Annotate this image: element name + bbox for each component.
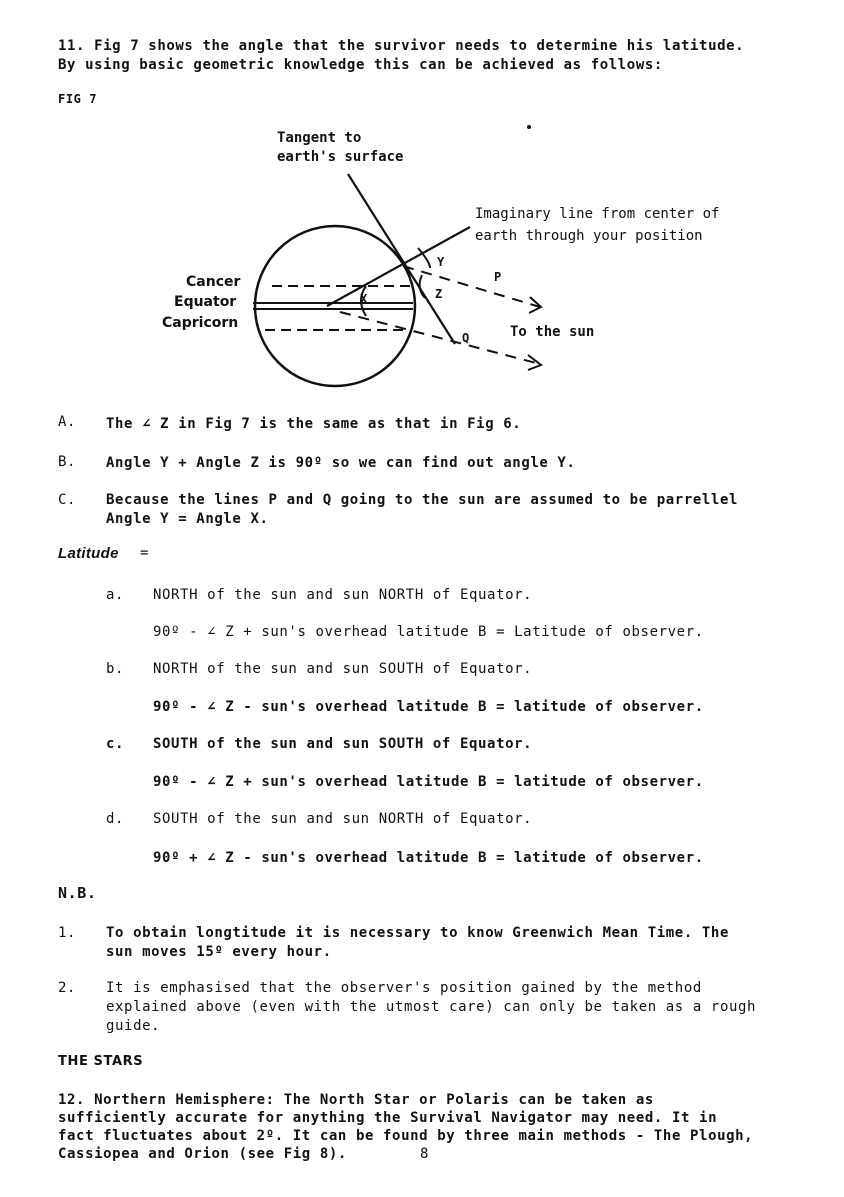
cancer-label: Cancer: [186, 274, 241, 290]
para-12-line-3: fact fluctuates about 2º. It can be found by three main methods - The Plough,: [58, 1128, 754, 1144]
note-2-line-3: guide.: [106, 1018, 161, 1034]
note-2-line-1: It is emphasised that the observer's position gained by the method: [106, 980, 702, 996]
fig-7-diagram: [0, 0, 844, 420]
case-a-formula: 90º - ∠ Z + sun's overhead latitude B = Latitude of observer.: [153, 624, 704, 640]
case-b-condition: NORTH of the sun and sun SOUTH of Equator.: [153, 661, 533, 677]
case-b-formula: 90º - ∠ Z - sun's overhead latitude B = latitude of observer.: [153, 699, 704, 715]
tangent-label-1: Tangent to: [277, 130, 362, 146]
case-d-condition: SOUTH of the sun and sun NORTH of Equator.: [153, 811, 533, 827]
capricorn-label: Capricorn: [162, 315, 239, 331]
step-b-text: Angle Y + Angle Z is 90º so we can find out angle Y.: [106, 455, 576, 471]
step-a-letter: A.: [58, 414, 77, 430]
angle-z-label: Z: [435, 287, 443, 301]
para-11-line-2: By using basic geometric knowledge this can be achieved as follows:: [58, 57, 663, 73]
case-c-condition: SOUTH of the sun and sun SOUTH of Equator.: [153, 736, 533, 752]
angle-x-label: X: [360, 292, 368, 306]
case-a-letter: a.: [106, 587, 125, 603]
para-12-line-1: 12. Northern Hemisphere: The North Star or Polaris can be taken as: [58, 1092, 654, 1108]
stars-heading: THE STARS: [58, 1054, 144, 1069]
step-c-letter: C.: [58, 492, 77, 508]
sun-ray-p: [403, 266, 540, 307]
note-1-line-1: To obtain longtitude it is necessary to know Greenwich Mean Time. The: [106, 925, 729, 941]
ray-p-label: P: [494, 270, 502, 284]
angle-y-label: Y: [437, 255, 445, 269]
tangent-label-2: earth's surface: [277, 149, 404, 165]
latitude-heading: Latitude: [58, 545, 119, 562]
case-c-formula: 90º - ∠ Z + sun's overhead latitude B = latitude of observer.: [153, 774, 704, 790]
ray-q-label: Q: [462, 331, 470, 345]
speck-mark: [527, 125, 531, 129]
step-b-letter: B.: [58, 454, 77, 470]
case-a-condition: NORTH of the sun and sun NORTH of Equator.: [153, 587, 533, 603]
imaginary-label-2: earth through your position: [475, 228, 703, 244]
latitude-equals: =: [140, 545, 150, 561]
step-c-text: Because the lines P and Q going to the sun are assumed to be parrellel: [106, 492, 739, 508]
para-12-line-2: sufficiently accurate for anything the Survival Navigator may need. It in: [58, 1110, 718, 1126]
imaginary-line: [327, 227, 470, 306]
para-11-line-1: 11. Fig 7 shows the angle that the survivor needs to determine his latitude.: [58, 38, 745, 54]
fig-label: FIG 7: [58, 92, 98, 106]
equator-label: Equator: [174, 294, 237, 310]
to-the-sun-label: To the sun: [510, 324, 595, 340]
case-b-letter: b.: [106, 661, 125, 677]
note-2-num: 2.: [58, 980, 77, 996]
note-2-line-2: explained above (even with the utmost care) can only be taken as a rough: [106, 999, 757, 1015]
case-d-letter: d.: [106, 811, 125, 827]
case-d-formula: 90º + ∠ Z - sun's overhead latitude B = latitude of observer.: [153, 850, 704, 866]
earth-circle: [255, 226, 415, 386]
note-1-num: 1.: [58, 925, 77, 941]
case-c-letter: c.: [106, 736, 125, 752]
nb-heading: N.B.: [58, 884, 97, 902]
page-number: 8: [420, 1146, 430, 1162]
note-1-line-2: sun moves 15º every hour.: [106, 944, 332, 960]
para-12-line-4: Cassiopea and Orion (see Fig 8).: [58, 1146, 347, 1162]
imaginary-label-1: Imaginary line from center of: [475, 206, 720, 222]
step-c-text-2: Angle Y = Angle X.: [106, 511, 269, 527]
step-a-text: The ∠ Z in Fig 7 is the same as that in Fig 6.: [106, 416, 522, 432]
